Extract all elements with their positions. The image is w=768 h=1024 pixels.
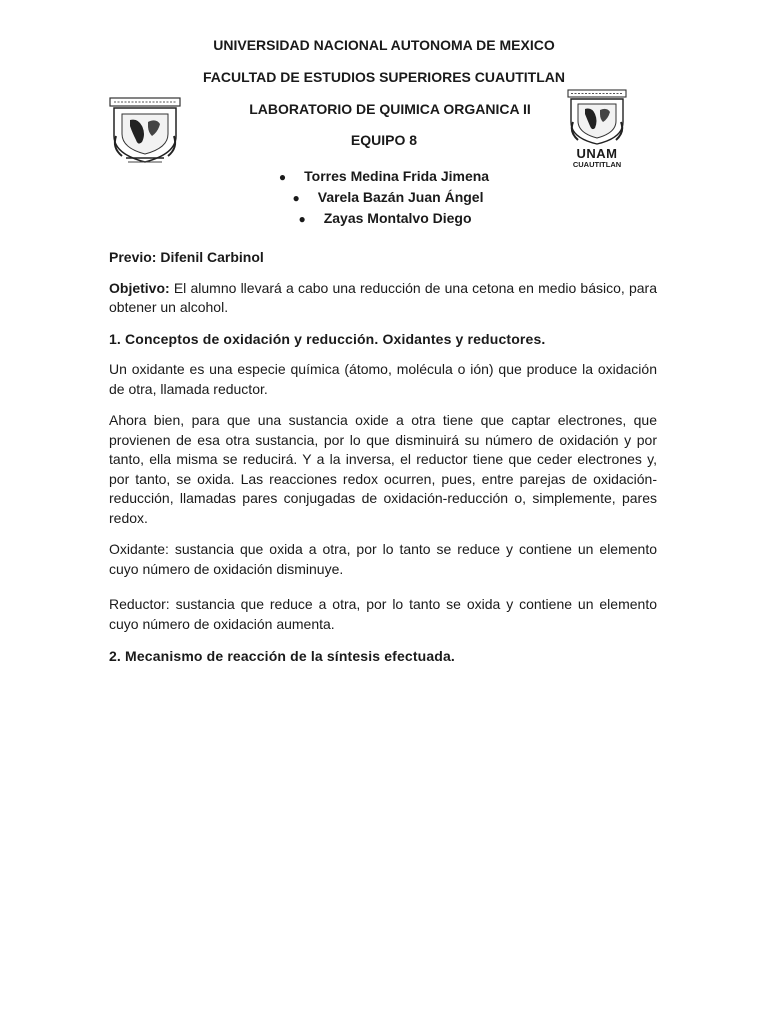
bullet-icon: ●	[278, 170, 287, 184]
unam-crest-icon	[108, 96, 182, 168]
paragraph-electrones: Ahora bien, para que una sustancia oxide a otra tiene que captar electrones, que provienen de esa otra sustancia, por lo que disminuirá su número de oxidación y por tanto, ella misma se reducirá. Y a la inversa, el reductor tiene que ceder electrones y, por tanto, se oxida. Las reacciones redox ocurren, pues, entre parejas de oxidación-reducción, llamadas pares conjugadas de oxidación-reducción o, simplemente, pares redox.	[109, 412, 657, 526]
bullet-icon: ●	[292, 191, 300, 205]
team-title: EQUIPO 8	[350, 132, 418, 148]
section-1-heading: 1. Conceptos de oxidación y reducción. Oxidantes y reductores.	[109, 330, 546, 347]
member-item	[0, 187, 768, 208]
member-name: Zayas Montalvo Diego	[323, 210, 472, 226]
objetivo-paragraph	[109, 279, 657, 318]
document-body	[109, 248, 657, 667]
faculty-title: FACULTAD DE ESTUDIOS SUPERIORES CUAUTITLAN	[203, 69, 565, 85]
member-name: Varela Bazán Juan Ángel	[317, 189, 484, 205]
university-title: UNIVERSIDAD NACIONAL AUTONOMA DE MEXICO	[213, 37, 555, 53]
paragraph-oxidante: Oxidante: sustancia que oxida a otra, por lo tanto se reduce y contiene un elemento cuyo número de oxidación disminuye.	[109, 541, 657, 577]
paragraph-oxidante-def: Un oxidante es una especie química (átomo, molécula o ión) que produce la oxidación de otra, llamada reductor.	[109, 361, 657, 397]
unam-fes-cuautitlan-crest-icon	[566, 88, 628, 172]
member-item	[0, 166, 768, 187]
objetivo-text: El alumno llevará a cabo una reducción de una cetona en medio básico, para obtener un alcohol.	[109, 279, 657, 315]
lab-title: LABORATORIO DE QUIMICA ORGANICA II	[249, 101, 531, 117]
logo-cuautitlan-text: CUAUTITLAN	[572, 160, 622, 169]
paragraph-reductor: Reductor: sustancia que reduce a otra, por lo tanto se oxida y contiene un elemento cuyo número de oxidación aumenta.	[109, 596, 657, 632]
logo-unam-text: UNAM	[576, 146, 618, 161]
previo-heading: Previo: Difenil Carbinol	[109, 249, 264, 265]
objetivo-label: Objetivo:	[109, 279, 170, 296]
member-item	[0, 208, 768, 229]
bullet-icon: ●	[298, 212, 306, 226]
member-name: Torres Medina Frida Jimena	[304, 168, 490, 184]
section-2-heading: 2. Mecanismo de reacción de la síntesis efectuada.	[109, 648, 455, 664]
team-members-list	[0, 166, 768, 229]
